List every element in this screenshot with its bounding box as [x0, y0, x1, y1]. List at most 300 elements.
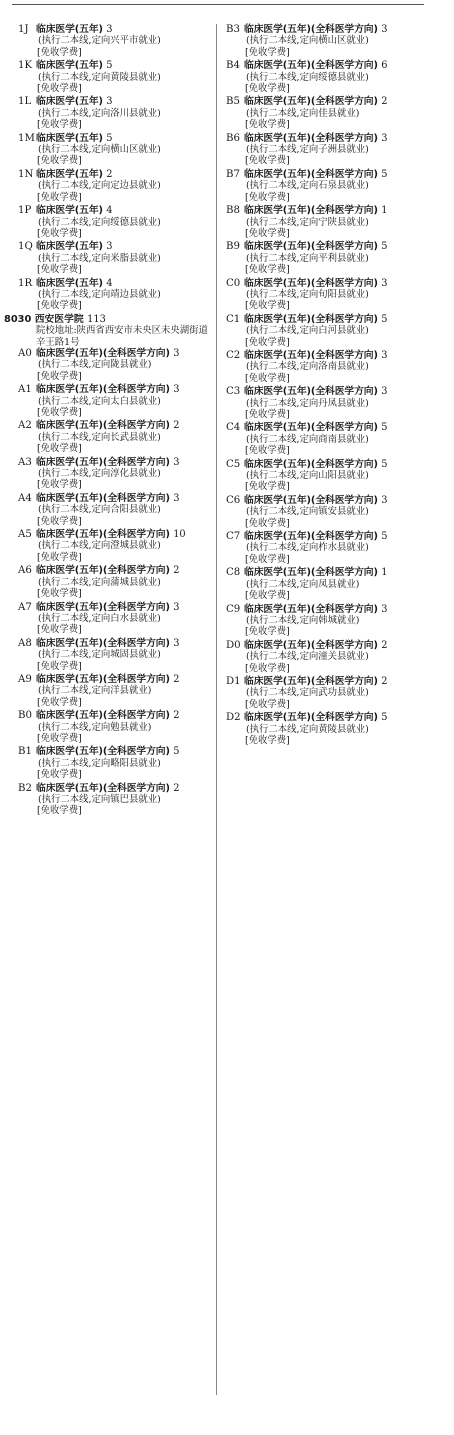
major-note: (执行二本线,定向黄陵县就业): [38, 71, 161, 83]
major-title: [244, 278, 421, 289]
major-code: C5: [226, 458, 241, 470]
school-name: 西安医学院: [34, 313, 84, 325]
major-name: 临床医学(五年)(全科医学方向): [244, 132, 378, 144]
major-name: 临床医学(五年)(全科医学方向): [36, 456, 170, 468]
major-name: 临床医学(五年): [36, 241, 103, 253]
major-note: (执行二本线,定向靖边县就业): [38, 288, 161, 300]
major-name: 临床医学(五年)(全科医学方向): [244, 639, 378, 651]
major-entry: [226, 567, 421, 601]
major-note: (执行二本线,定向勉县就业): [38, 721, 152, 733]
major-code: A5: [18, 529, 32, 541]
major-entry: [226, 96, 421, 130]
major-entry: [18, 348, 213, 382]
major-code: B7: [226, 168, 240, 180]
major-title: [36, 60, 213, 71]
tuition-note: [免收学费]: [245, 372, 290, 384]
major-title: [244, 133, 421, 144]
major-entry: [18, 529, 213, 563]
major-count: 3: [106, 96, 113, 108]
tuition-note: [免收学费]: [37, 696, 82, 708]
tuition-note: [免收学费]: [245, 119, 290, 131]
major-entry: [226, 60, 421, 94]
major-code: C0: [226, 277, 241, 289]
major-name: 临床医学(五年)(全科医学方向): [36, 637, 170, 649]
major-note: (执行二本线,定向绥德县就业): [38, 216, 161, 228]
major-title: [244, 640, 421, 651]
major-title: [244, 350, 421, 361]
left-entries-bottom: [18, 348, 213, 819]
major-code: A1: [18, 384, 32, 396]
major-note: (执行二本线,定向柞水县就业): [246, 542, 369, 554]
tuition-note: [免收学费]: [37, 624, 82, 636]
major-count: 5: [381, 168, 388, 180]
major-title: [36, 602, 213, 613]
major-name: 临床医学(五年): [36, 168, 103, 180]
major-name: 临床医学(五年)(全科医学方向): [244, 241, 378, 253]
major-code: B0: [18, 710, 32, 722]
major-entry: [18, 205, 213, 239]
school-header: [4, 314, 213, 348]
major-entry: [18, 783, 213, 817]
major-title: [244, 241, 421, 252]
major-name: 临床医学(五年): [36, 277, 103, 289]
major-note: (执行二本线,定向横山区就业): [38, 144, 161, 156]
major-note: (执行二本线,定向略阳县就业): [38, 757, 161, 769]
major-entry: [18, 457, 213, 491]
major-name: 临床医学(五年)(全科医学方向): [244, 277, 378, 289]
major-entry: [226, 676, 421, 710]
school-count: 113: [87, 313, 106, 325]
major-code: A8: [18, 637, 32, 649]
major-name: 临床医学(五年)(全科医学方向): [36, 492, 170, 504]
tuition-note: [免收学费]: [37, 551, 82, 563]
major-name: 临床医学(五年)(全科医学方向): [36, 529, 170, 541]
major-count: 3: [106, 241, 113, 253]
major-entry: [18, 638, 213, 672]
major-title: [36, 493, 213, 504]
major-name: 临床医学(五年)(全科医学方向): [36, 710, 170, 722]
tuition-note: [免收学费]: [37, 227, 82, 239]
major-count: 4: [106, 205, 113, 217]
major-count: 2: [173, 673, 180, 685]
major-title: [36, 638, 213, 649]
major-entry: [18, 602, 213, 636]
major-note: (执行二本线,定向洋县就业): [38, 685, 152, 697]
major-code: C8: [226, 567, 241, 579]
major-entry: [226, 241, 421, 275]
major-title: [244, 205, 421, 216]
major-note: (执行二本线,定向白河县就业): [246, 325, 369, 337]
major-entry: [226, 314, 421, 348]
major-note: (执行二本线,定向子洲县就业): [246, 144, 369, 156]
major-code: 1P: [18, 205, 32, 217]
major-note: (执行二本线,定向洛南县就业): [246, 361, 369, 373]
major-entry: [226, 386, 421, 420]
major-code: B6: [226, 132, 240, 144]
major-count: 3: [381, 349, 388, 361]
major-entry: [226, 350, 421, 384]
entry-gap: [226, 746, 421, 748]
major-code: 1M: [18, 132, 35, 144]
tuition-note: [免收学费]: [245, 336, 290, 348]
major-code: C2: [226, 349, 241, 361]
tuition-note: [免收学费]: [245, 227, 290, 239]
major-entry: [18, 96, 213, 130]
column-divider: [216, 24, 217, 1395]
tuition-note: [免收学费]: [37, 443, 82, 455]
tuition-note: [免收学费]: [37, 46, 82, 58]
major-note: (执行二本线,定向长武县就业): [38, 431, 161, 443]
major-entry: [226, 712, 421, 746]
major-note: (执行二本线,定向宁陕县就业): [246, 216, 369, 228]
major-count: 3: [381, 603, 388, 615]
major-count: 3: [381, 386, 388, 398]
major-note: (执行二本线,定向淳化县就业): [38, 468, 161, 480]
major-count: 1: [381, 567, 388, 579]
tuition-note: [免收学费]: [37, 370, 82, 382]
major-entry: [226, 422, 421, 456]
major-code: 1Q: [18, 241, 33, 253]
major-title: [36, 420, 213, 431]
major-name: 临床医学(五年)(全科医学方向): [244, 386, 378, 398]
major-count: 10: [173, 529, 186, 541]
major-code: D0: [226, 639, 241, 651]
major-code: C9: [226, 603, 241, 615]
major-name: 临床医学(五年)(全科医学方向): [244, 205, 378, 217]
major-entry: [18, 710, 213, 744]
tuition-note: [免收学费]: [245, 662, 290, 674]
major-entry: [226, 640, 421, 674]
major-title: [36, 278, 213, 289]
major-title: [36, 565, 213, 576]
major-entry: [18, 169, 213, 203]
major-count: 3: [173, 492, 180, 504]
major-note: (执行二本线,定向洛川县就业): [38, 107, 161, 119]
major-name: 临床医学(五年)(全科医学方向): [244, 675, 378, 687]
major-name: 临床医学(五年)(全科医学方向): [36, 420, 170, 432]
tuition-note: [免收学费]: [245, 698, 290, 710]
major-entry: [226, 459, 421, 493]
tuition-note: [免收学费]: [37, 119, 82, 131]
major-entry: [18, 493, 213, 527]
major-code: 1L: [18, 96, 32, 108]
major-count: 2: [381, 96, 388, 108]
major-note: (执行二本线,定向定边县就业): [38, 180, 161, 192]
tuition-note: [免收学费]: [37, 805, 82, 817]
tuition-note: [免收学费]: [245, 445, 290, 457]
major-entry: [18, 278, 213, 312]
major-note: (执行二本线,定向武功县就业): [246, 687, 369, 699]
major-name: 临床医学(五年)(全科医学方向): [36, 673, 170, 685]
tuition-note: [免收学费]: [245, 553, 290, 565]
major-title: [36, 205, 213, 216]
major-title: [244, 314, 421, 325]
major-name: 临床医学(五年): [36, 60, 103, 72]
major-title: [36, 384, 213, 395]
school-title-line: [4, 314, 213, 325]
major-title: [36, 96, 213, 107]
major-count: 6: [381, 60, 388, 72]
major-name: 临床医学(五年)(全科医学方向): [244, 494, 378, 506]
major-code: A3: [18, 456, 32, 468]
major-note: (执行二本线,定向白水县就业): [38, 612, 161, 624]
major-note: (执行二本线,定向横山区就业): [246, 35, 369, 47]
major-count: 2: [173, 565, 180, 577]
major-name: 临床医学(五年)(全科医学方向): [36, 347, 170, 359]
major-count: 5: [106, 132, 113, 144]
major-entry: [18, 241, 213, 275]
major-code: A4: [18, 492, 32, 504]
major-entry: [226, 278, 421, 312]
tuition-note: [免收学费]: [245, 264, 290, 276]
major-note: (执行二本线,定向城固县就业): [38, 649, 161, 661]
major-title: [244, 604, 421, 615]
major-note: (执行二本线,定向商南县就业): [246, 433, 369, 445]
major-title: [36, 348, 213, 359]
major-title: [36, 529, 213, 540]
major-entry: [18, 24, 213, 58]
major-code: A7: [18, 601, 32, 613]
major-title: [244, 567, 421, 578]
major-count: 5: [106, 60, 113, 72]
major-code: C4: [226, 422, 241, 434]
major-name: 临床医学(五年)(全科医学方向): [36, 746, 170, 758]
major-note: (执行二本线,定向佳县就业): [246, 107, 360, 119]
major-entry: [226, 604, 421, 638]
major-entry: [226, 169, 421, 203]
major-name: 临床医学(五年)(全科医学方向): [244, 458, 378, 470]
tuition-note: [免收学费]: [245, 734, 290, 746]
top-rule: [12, 4, 424, 5]
tuition-note: [免收学费]: [245, 517, 290, 529]
major-entry: [18, 746, 213, 780]
major-count: 3: [381, 277, 388, 289]
major-count: 2: [106, 168, 113, 180]
major-name: 临床医学(五年): [36, 132, 103, 144]
major-note: (执行二本线,定向石泉县就业): [246, 180, 369, 192]
major-entry: [18, 674, 213, 708]
major-name: 临床医学(五年)(全科医学方向): [244, 60, 378, 72]
major-note: (执行二本线,定向太白县就业): [38, 395, 161, 407]
major-note: (执行二本线,定向镇安县就业): [246, 506, 369, 518]
major-name: 临床医学(五年)(全科医学方向): [244, 168, 378, 180]
major-count: 5: [173, 746, 180, 758]
major-title: [36, 746, 213, 757]
tuition-note: [免收学费]: [37, 407, 82, 418]
major-count: 2: [173, 710, 180, 722]
major-note: (执行二本线,定向蒲城县就业): [38, 576, 161, 588]
major-code: B8: [226, 205, 240, 217]
tuition-note: [免收学费]: [37, 264, 82, 276]
tuition-note: [免收学费]: [245, 590, 290, 602]
major-name: 临床医学(五年)(全科医学方向): [36, 565, 170, 577]
major-entry: [226, 205, 421, 239]
school-code: 8030: [4, 313, 32, 325]
major-title: [36, 24, 213, 35]
major-title: [36, 169, 213, 180]
major-count: 4: [106, 277, 113, 289]
tuition-note: [免收学费]: [245, 83, 290, 95]
major-count: 3: [381, 132, 388, 144]
major-count: 3: [173, 347, 180, 359]
major-name: 临床医学(五年)(全科医学方向): [244, 313, 378, 325]
school-address: 院校地址:陕西省西安市未央区未央湖街道辛王路1号: [36, 325, 208, 348]
major-title: [244, 24, 421, 35]
major-note: (执行二本线,定向澄城县就业): [38, 540, 161, 552]
major-title: [36, 241, 213, 252]
major-name: 临床医学(五年)(全科医学方向): [244, 96, 378, 108]
major-code: 1N: [18, 168, 34, 180]
major-note: (执行二本线,定向山阳县就业): [246, 470, 369, 482]
major-note: (执行二本线,定向陇县就业): [38, 359, 152, 371]
major-entry: [18, 133, 213, 167]
major-title: [244, 459, 421, 470]
major-name: 临床医学(五年)(全科医学方向): [244, 712, 378, 724]
tuition-note: [免收学费]: [37, 769, 82, 781]
major-code: C6: [226, 494, 241, 506]
major-code: D2: [226, 712, 241, 724]
major-count: 2: [381, 639, 388, 651]
major-title: [36, 674, 213, 685]
major-count: 1: [381, 205, 388, 217]
major-name: 临床医学(五年)(全科医学方向): [36, 384, 170, 396]
major-count: 3: [381, 24, 388, 35]
major-title: [244, 422, 421, 433]
major-title: [36, 710, 213, 721]
major-title: [244, 676, 421, 687]
major-code: C1: [226, 313, 241, 325]
major-count: 5: [381, 422, 388, 434]
tuition-note: [免收学费]: [37, 732, 82, 744]
major-entry: [226, 495, 421, 529]
major-title: [244, 60, 421, 71]
major-entry: [226, 133, 421, 167]
tuition-note: [免收学费]: [245, 409, 290, 420]
major-code: 1R: [18, 277, 33, 289]
major-count: 3: [173, 384, 180, 396]
tuition-note: [免收学费]: [37, 300, 82, 312]
major-code: B9: [226, 241, 240, 253]
tuition-note: [免收学费]: [245, 300, 290, 312]
major-code: A0: [18, 347, 32, 359]
right-column: [226, 24, 421, 748]
major-note: (执行二本线,定向平利县就业): [246, 252, 369, 264]
major-name: 临床医学(五年)(全科医学方向): [244, 603, 378, 615]
major-note: (执行二本线,定向潼关县就业): [246, 651, 369, 663]
major-note: (执行二本线,定向镇巴县就业): [38, 794, 161, 805]
major-entry: [18, 565, 213, 599]
major-note: (执行二本线,定向绥德县就业): [246, 71, 369, 83]
tuition-note: [免收学费]: [245, 481, 290, 493]
major-count: 3: [106, 24, 113, 35]
major-code: B1: [18, 746, 32, 758]
major-title: [36, 457, 213, 468]
major-name: 临床医学(五年)(全科医学方向): [36, 601, 170, 613]
major-name: 临床医学(五年): [36, 24, 103, 35]
major-code: C7: [226, 531, 241, 543]
major-code: A2: [18, 420, 32, 432]
major-note: (执行二本线,定向兴平市就业): [38, 35, 161, 47]
tuition-note: [免收学费]: [37, 479, 82, 491]
tuition-note: [免收学费]: [245, 191, 290, 203]
major-code: B4: [226, 60, 240, 72]
tuition-note: [免收学费]: [245, 626, 290, 638]
major-name: 临床医学(五年)(全科医学方向): [244, 531, 378, 543]
tuition-note: [免收学费]: [37, 515, 82, 527]
entry-gap: [18, 817, 213, 819]
major-count: 5: [381, 241, 388, 253]
major-code: B3: [226, 24, 240, 35]
tuition-note: [免收学费]: [245, 46, 290, 58]
major-count: 3: [173, 456, 180, 468]
major-count: 3: [173, 637, 180, 649]
major-count: 5: [381, 313, 388, 325]
major-name: 临床医学(五年)(全科医学方向): [244, 24, 378, 35]
right-entries: [226, 24, 421, 748]
major-title: [244, 712, 421, 723]
major-note: (执行二本线,定向凤县就业): [246, 578, 360, 590]
major-name: 临床医学(五年)(全科医学方向): [244, 567, 378, 579]
major-note: (执行二本线,定向合阳县就业): [38, 504, 161, 516]
major-code: A6: [18, 565, 32, 577]
major-title: [244, 495, 421, 506]
major-name: 临床医学(五年)(全科医学方向): [36, 782, 170, 794]
major-name: 临床医学(五年)(全科医学方向): [244, 349, 378, 361]
tuition-note: [免收学费]: [37, 155, 82, 167]
major-note: (执行二本线,定向韩城就业): [246, 614, 360, 626]
major-count: 2: [173, 420, 180, 432]
major-count: 2: [381, 675, 388, 687]
major-name: 临床医学(五年): [36, 96, 103, 108]
major-code: D1: [226, 675, 241, 687]
major-count: 5: [381, 712, 388, 724]
major-entry: [226, 531, 421, 565]
tuition-note: [免收学费]: [37, 191, 82, 203]
left-entries-top: [18, 24, 213, 314]
left-column: [4, 24, 213, 819]
major-title: [244, 96, 421, 107]
major-code: B5: [226, 96, 240, 108]
major-entry: [18, 420, 213, 454]
major-title: [244, 386, 421, 397]
tuition-note: [免收学费]: [37, 660, 82, 672]
tuition-note: [免收学费]: [37, 588, 82, 600]
major-note: (执行二本线,定向黄陵县就业): [246, 723, 369, 735]
major-count: 3: [381, 494, 388, 506]
major-count: 5: [381, 458, 388, 470]
major-count: 5: [381, 531, 388, 543]
tuition-note: [免收学费]: [245, 155, 290, 167]
major-entry: [226, 24, 421, 58]
major-count: 3: [173, 601, 180, 613]
major-title: [244, 169, 421, 180]
major-note: (执行二本线,定向米脂县就业): [38, 252, 161, 264]
major-title: [244, 531, 421, 542]
major-title: [36, 783, 213, 794]
major-entry: [18, 384, 213, 418]
major-code: 1J: [18, 24, 29, 35]
major-code: A9: [18, 673, 32, 685]
major-note: (执行二本线,定向丹凤县就业): [246, 397, 369, 409]
major-code: C3: [226, 386, 241, 398]
major-code: 1K: [18, 60, 33, 72]
major-count: 2: [173, 782, 180, 794]
major-name: 临床医学(五年): [36, 205, 103, 217]
major-name: 临床医学(五年)(全科医学方向): [244, 422, 378, 434]
major-code: B2: [18, 782, 32, 794]
major-title: [36, 133, 213, 144]
tuition-note: [免收学费]: [37, 83, 82, 95]
